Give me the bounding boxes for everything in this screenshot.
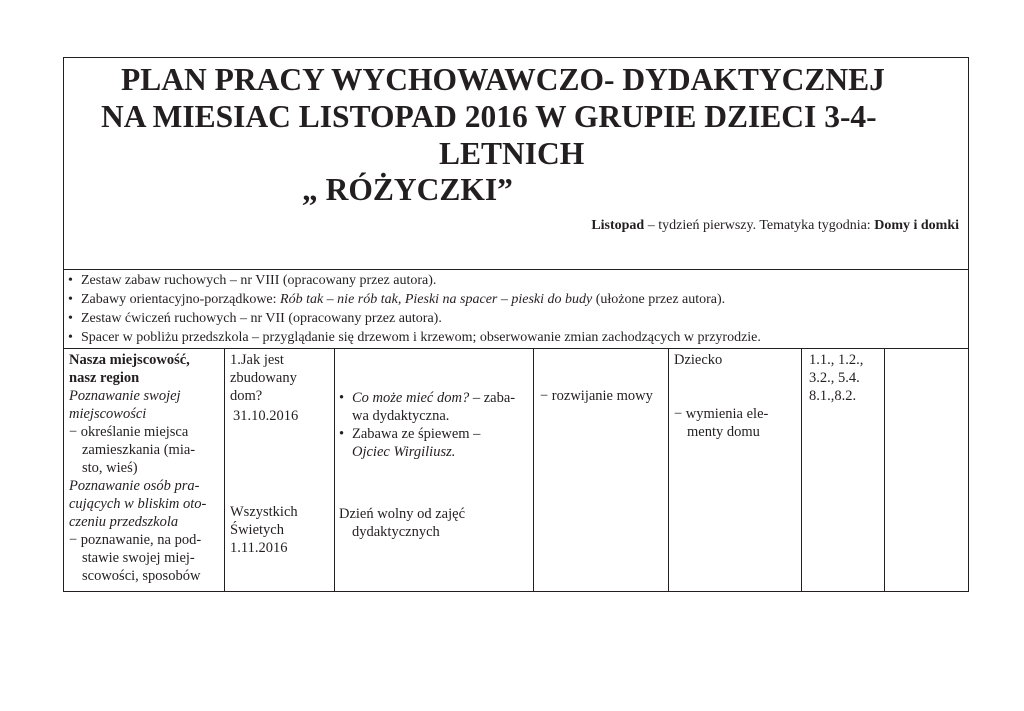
topic-label: czeniu przedszkola: [69, 514, 179, 530]
activity-item: • Zestaw ćwiczeń ruchowych – nr VII (opracowany przez autora).: [68, 309, 968, 328]
area-item: − określanie miejsca: [69, 424, 189, 440]
area-item: sto, wieś): [82, 460, 138, 476]
day-date: 31.10.2016: [233, 408, 299, 424]
holiday-name: Wszystkich: [230, 504, 298, 520]
week-month: Listopad: [591, 218, 645, 233]
topic-label: cujących w bliskim oto-: [69, 496, 207, 512]
topic-label: Poznawanie swojej: [69, 388, 181, 404]
holiday-date: 1.11.2016: [230, 540, 288, 556]
goal-item: − rozwijanie mowy: [540, 388, 653, 404]
activities-list: [64, 270, 968, 349]
title-line-2: NA MIESIAC LISTOPAD 2016 W GRUPIE DZIECI 3-4-: [101, 99, 877, 134]
area-item: zamieszkania (mia-: [82, 442, 196, 458]
area-heading: Nasza miejscowość,: [69, 352, 190, 368]
outcome-column: [669, 349, 802, 591]
title-line-3: LETNICH: [439, 136, 585, 171]
plan-grid: [64, 349, 968, 591]
outcome-item: menty domu: [687, 424, 760, 440]
title-line-1: PLAN PRACY WYCHOWAWCZO- DYDAKTYCZNEJ: [121, 62, 885, 97]
activity-item: • Zestaw zabaw ruchowych – nr VIII (opracowany przez autora).: [68, 271, 968, 290]
topic-label: Poznawanie osób pra-: [69, 478, 200, 494]
activity-item: • Zabawy orientacyjno-porządkowe: Rób tak – nie rób tak, Pieski na spacer – pieski do budy (ułożone przez autora).: [68, 290, 968, 309]
area-item: stawie swojej miej-: [82, 550, 195, 566]
curriculum-code: 8.1.,8.2.: [809, 388, 857, 404]
week-theme: Domy i domki: [874, 218, 959, 233]
outcome-item: − wymienia ele-: [674, 406, 769, 422]
plan-table: [63, 57, 969, 592]
game-item: wa dydaktyczna.: [352, 408, 450, 424]
free-day-note: dydaktycznych: [352, 524, 440, 540]
holiday-name: Świetych: [230, 522, 284, 538]
curriculum-code: 1.1., 1.2.,: [809, 352, 864, 368]
day-topic: 1.Jak jest: [230, 352, 284, 368]
game-item: Ojciec Wirgiliusz.: [352, 444, 456, 460]
codes-column: [802, 349, 885, 591]
activity-item: • Spacer w pobliżu przedszkola – przyglądanie się drzewom i krzewom; obserwowanie zmian zachodzących w przyrodzie.: [68, 328, 968, 347]
title-line-4: „ RÓŻYCZKI”: [302, 172, 513, 207]
plan-header: [64, 58, 968, 270]
game-item: • Co może mieć dom? – zaba-: [339, 390, 516, 406]
area-column: [64, 349, 225, 591]
area-heading: nasz region: [69, 370, 140, 386]
curriculum-code: 3.2., 5.4.: [809, 370, 860, 386]
topic-label: miejscowości: [69, 406, 147, 422]
day-topic: zbudowany: [230, 370, 297, 386]
free-day-note: Dzień wolny od zajęć: [339, 506, 466, 522]
date-column: [225, 349, 335, 591]
goal-column: [534, 349, 669, 591]
week-description: – tydzień pierwszy. Tematyka tygodnia:: [644, 218, 875, 233]
area-item: scowości, sposobów: [82, 568, 201, 584]
day-topic: dom?: [230, 388, 263, 404]
area-item: − poznawanie, na pod-: [69, 532, 202, 548]
notes-column: [885, 349, 968, 591]
outcome-heading: Dziecko: [674, 352, 723, 368]
week-info: [591, 218, 959, 234]
game-item: • Zabawa ze śpiewem –: [339, 426, 481, 442]
games-column: [335, 349, 534, 591]
